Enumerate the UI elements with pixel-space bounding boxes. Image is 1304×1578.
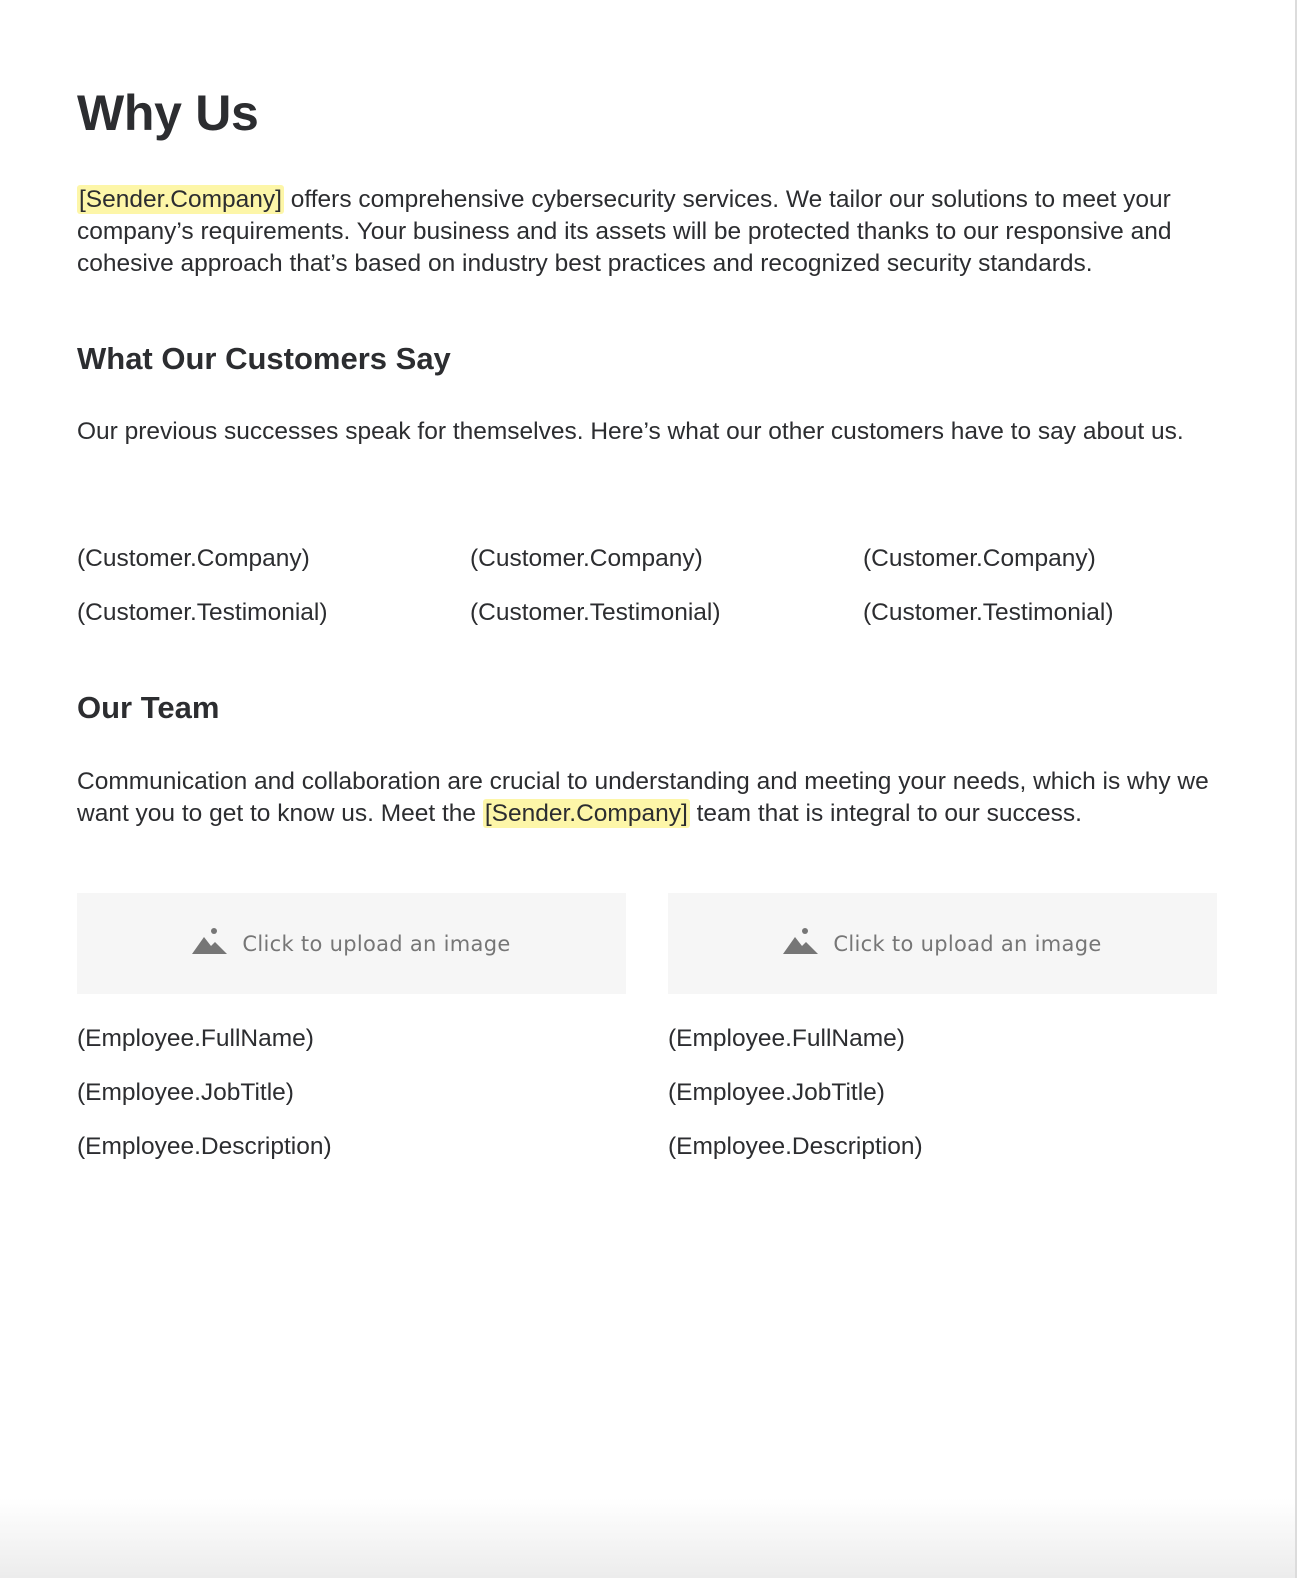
employee-description[interactable]: (Employee.Description): [77, 1133, 332, 1160]
customer-testimonial[interactable]: (Customer.Testimonial): [863, 599, 1114, 626]
employee-full-name[interactable]: (Employee.FullName): [77, 1025, 314, 1052]
customer-company[interactable]: (Customer.Company): [863, 545, 1096, 572]
team-intro-text-end: team that is integral to our success.: [689, 800, 1082, 827]
section-title-why-us: Why Us: [77, 85, 259, 141]
testimonial-card: [470, 544, 863, 652]
employee-job-title[interactable]: (Employee.JobTitle): [668, 1079, 885, 1106]
customer-testimonial[interactable]: (Customer.Testimonial): [470, 599, 721, 626]
image-icon: [192, 927, 228, 960]
employee-description[interactable]: (Employee.Description): [668, 1133, 923, 1160]
team-member-card: [77, 893, 626, 1186]
upload-label: Click to upload an image: [242, 931, 511, 956]
customer-company[interactable]: (Customer.Company): [470, 545, 703, 572]
image-upload-button[interactable]: [77, 893, 626, 994]
employee-job-title[interactable]: (Employee.JobTitle): [77, 1079, 294, 1106]
customer-testimonial[interactable]: (Customer.Testimonial): [77, 599, 328, 626]
team-intro: [77, 766, 1223, 830]
employee-full-name[interactable]: (Employee.FullName): [668, 1025, 905, 1052]
sender-company-placeholder[interactable]: [Sender.Company]: [484, 800, 688, 827]
team-intro-text: Communication and collaboration are crucial to understanding and meeting your needs, which is why we want you to get to know us. Meet the: [77, 768, 1209, 827]
upload-label: Click to upload an image: [833, 931, 1102, 956]
testimonial-card: [77, 544, 470, 652]
image-icon: [783, 927, 819, 960]
team-member-card: [668, 893, 1217, 1186]
customer-company[interactable]: (Customer.Company): [77, 545, 310, 572]
image-upload-button[interactable]: [668, 893, 1217, 994]
customers-intro: Our previous successes speak for themselves. Here’s what our other customers have to say about us.: [77, 418, 1184, 445]
testimonial-card: [863, 544, 1256, 652]
page-bottom-shadow: [0, 1498, 1295, 1578]
sender-company-placeholder[interactable]: [Sender.Company]: [79, 186, 282, 213]
why-us-paragraph: [77, 184, 1223, 280]
section-title-customers: What Our Customers Say: [77, 341, 451, 376]
employee-info: [668, 1024, 1217, 1186]
employee-info: [77, 1024, 626, 1186]
team-grid: [77, 893, 1217, 1186]
section-title-team: Our Team: [77, 690, 220, 725]
testimonials-grid: [77, 544, 1257, 652]
why-us-text: offers comprehensive cybersecurity services. We tailor our solutions to meet your company’s requirements. Your business and its assets will be protected thanks to our responsive and cohesive approach that’s based on industry best practices and recognized security standards.: [77, 186, 1172, 277]
